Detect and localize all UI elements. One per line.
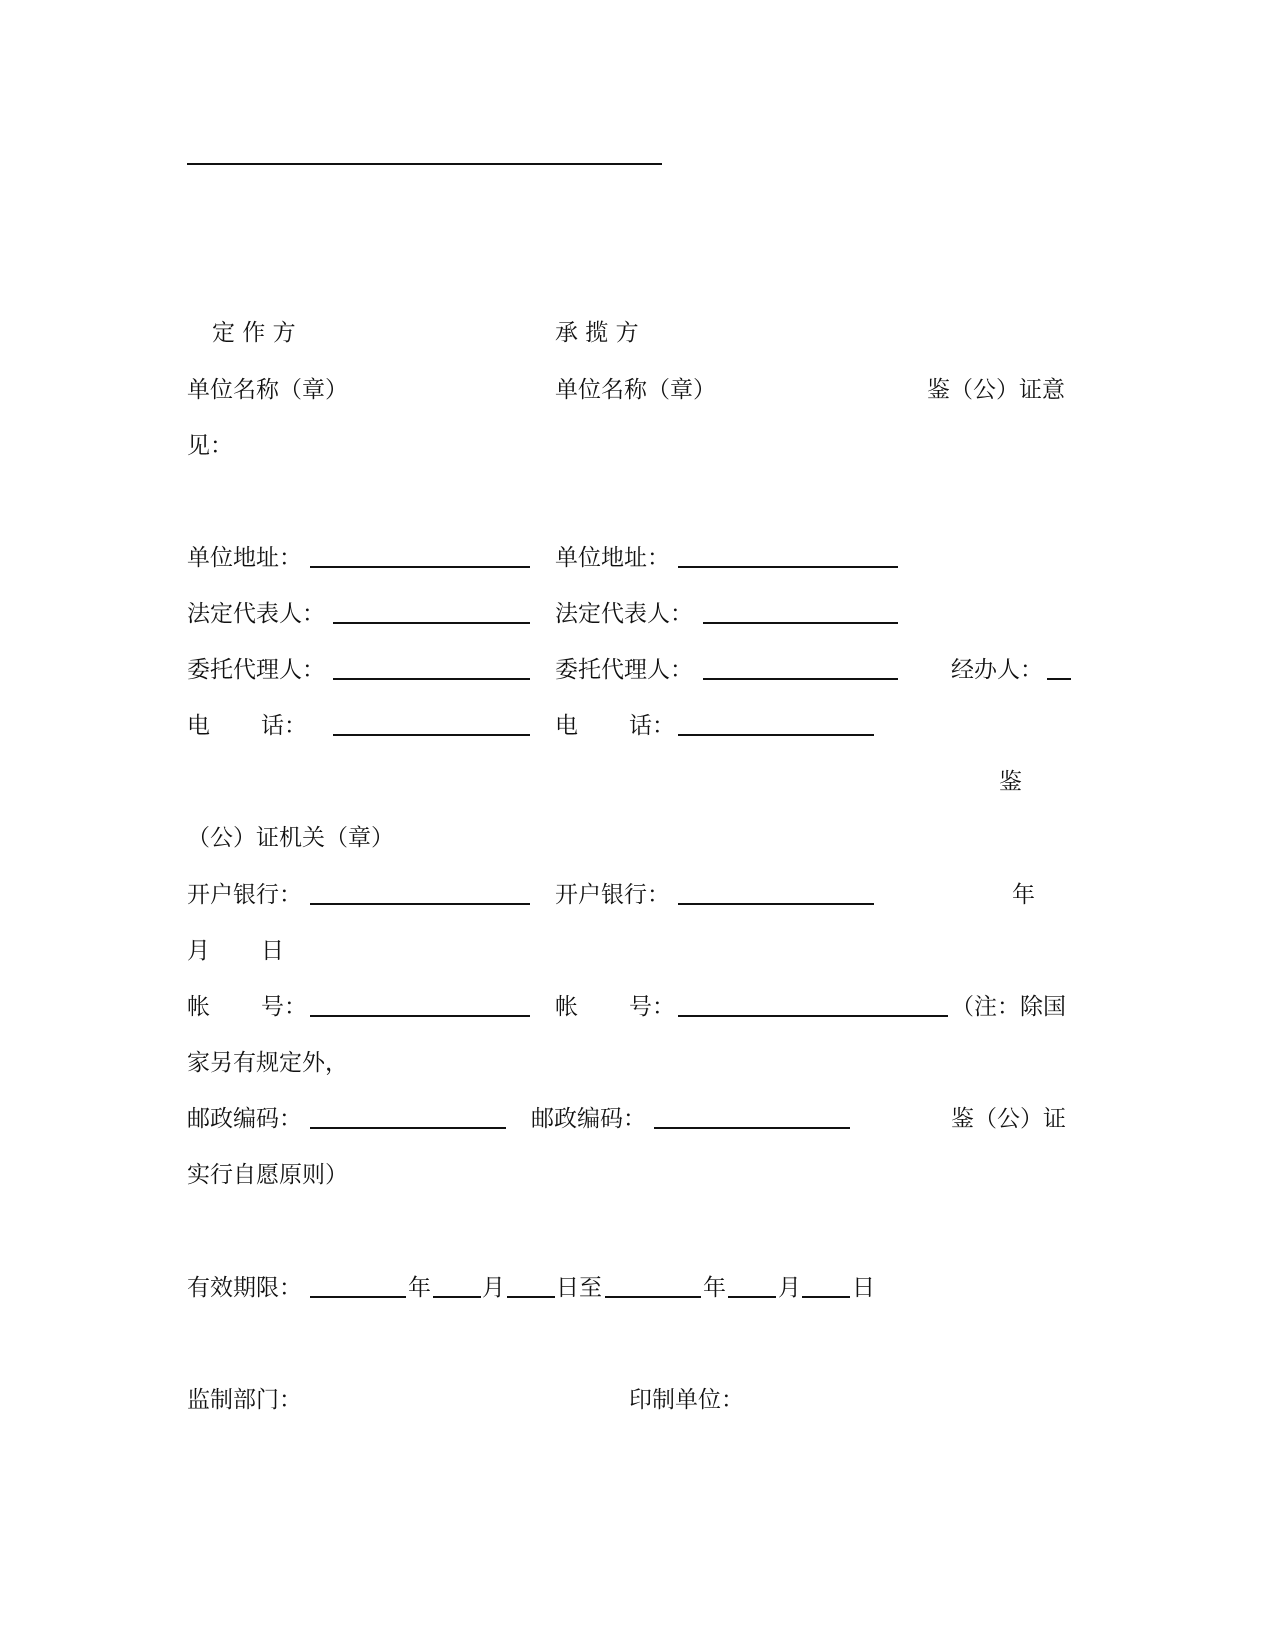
address-label-b: 单位地址：	[555, 545, 670, 571]
bank-label-a: 开户银行：	[187, 882, 302, 908]
postcode-field-a[interactable]	[310, 1127, 506, 1129]
validity-end-year-unit: 年	[703, 1275, 726, 1301]
agent-field-b[interactable]	[703, 678, 898, 680]
ding-zuo-fang-heading: 定 作 方	[212, 320, 296, 346]
note-text: （注：除国	[951, 994, 1066, 1020]
phone-label-b-char1: 电	[555, 713, 578, 739]
note-text-voluntary: 实行自愿原则）	[187, 1162, 348, 1188]
validity-start-month-unit: 月	[482, 1275, 505, 1301]
phone-label-a-char2: 话：	[261, 713, 307, 739]
supervisor-label: 监制部门：	[187, 1387, 302, 1413]
validity-start-day-to: 日至	[556, 1275, 602, 1301]
phone-label-b-char2: 话：	[629, 713, 675, 739]
verify-opinion-label: 鉴（公）证意	[927, 377, 1065, 403]
handler-label: 经办人：	[951, 657, 1043, 683]
phone-field-b[interactable]	[678, 734, 874, 736]
validity-start-day-field[interactable]	[507, 1296, 555, 1298]
date-month-label: 月	[187, 938, 210, 964]
verify-opinion-label-cont: 见：	[187, 433, 233, 459]
note-text-cont: 家另有规定外，	[187, 1050, 348, 1076]
agent-label-b: 委托代理人：	[555, 657, 693, 683]
agent-label-a: 委托代理人：	[187, 657, 325, 683]
authority-label: 鉴	[999, 769, 1022, 795]
unit-name-label-a: 单位名称（章）	[187, 377, 348, 403]
phone-label-a-char1: 电	[187, 713, 210, 739]
date-year-label: 年	[1012, 882, 1035, 908]
validity-end-day-field[interactable]	[802, 1296, 850, 1298]
account-label-a-char1: 帐	[187, 994, 210, 1020]
legal-rep-field-a[interactable]	[333, 622, 530, 624]
agent-field-a[interactable]	[333, 678, 530, 680]
account-label-b-char1: 帐	[555, 994, 578, 1020]
postcode-label-b: 邮政编码：	[531, 1106, 646, 1132]
validity-start-year-unit: 年	[408, 1275, 431, 1301]
title-blank-line	[187, 163, 662, 165]
address-field-a[interactable]	[310, 566, 530, 568]
date-day-label: 日	[261, 938, 284, 964]
account-field-b[interactable]	[678, 1015, 948, 1017]
validity-end-day-unit: 日	[852, 1275, 875, 1301]
address-field-b[interactable]	[678, 566, 898, 568]
unit-name-label-b: 单位名称（章）	[555, 377, 716, 403]
authority-label-cont: （公）证机关（章）	[187, 825, 394, 851]
account-label-b-char2: 号：	[629, 994, 675, 1020]
validity-end-month-unit: 月	[778, 1275, 801, 1301]
account-label-a-char2: 号：	[261, 994, 307, 1020]
validity-end-year-field[interactable]	[605, 1296, 701, 1298]
validity-end-month-field[interactable]	[728, 1296, 776, 1298]
legal-rep-label-a: 法定代表人：	[187, 601, 325, 627]
account-field-a[interactable]	[310, 1015, 530, 1017]
phone-field-a[interactable]	[333, 734, 530, 736]
address-label-a: 单位地址：	[187, 545, 302, 571]
bank-field-b[interactable]	[678, 903, 874, 905]
postcode-label-a: 邮政编码：	[187, 1106, 302, 1132]
printer-label: 印制单位：	[629, 1387, 744, 1413]
postcode-field-b[interactable]	[654, 1127, 850, 1129]
validity-start-year-field[interactable]	[310, 1296, 406, 1298]
legal-rep-field-b[interactable]	[703, 622, 898, 624]
legal-rep-label-b: 法定代表人：	[555, 601, 693, 627]
handler-field[interactable]	[1047, 678, 1071, 680]
cheng-lan-fang-heading: 承 揽 方	[555, 320, 639, 346]
bank-field-a[interactable]	[310, 903, 530, 905]
bank-label-b: 开户银行：	[555, 882, 670, 908]
validity-start-month-field[interactable]	[433, 1296, 481, 1298]
validity-label: 有效期限：	[187, 1275, 302, 1301]
note-text-verify: 鉴（公）证	[951, 1106, 1066, 1132]
